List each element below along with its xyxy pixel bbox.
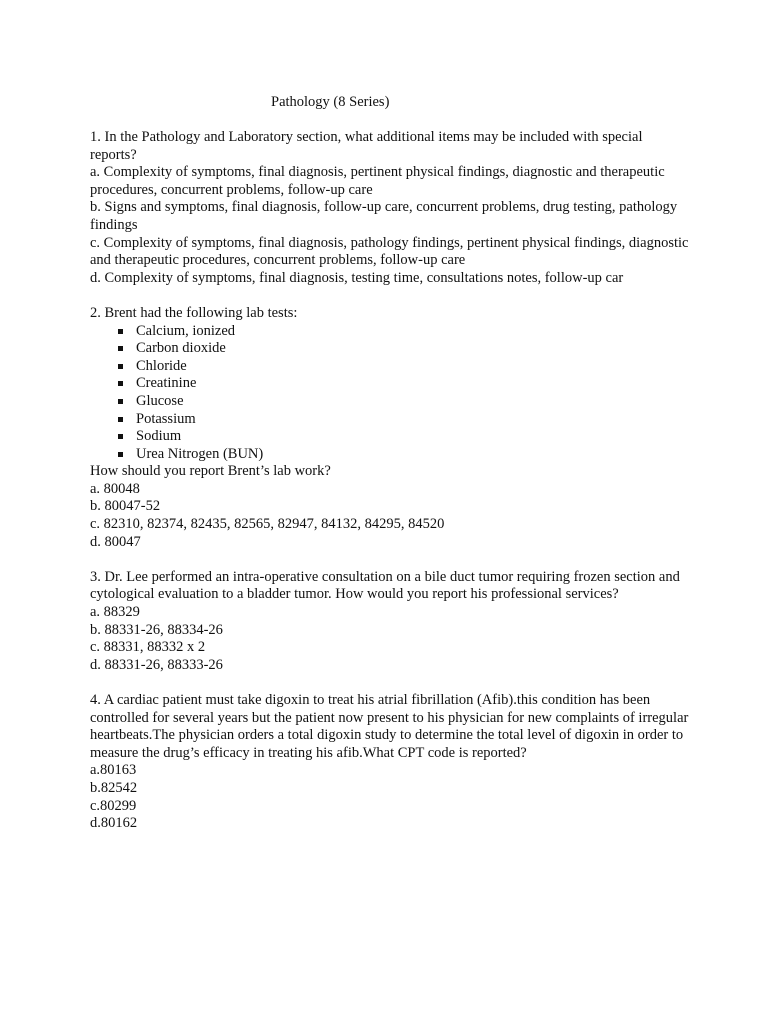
page-title: Pathology (8 Series) [271,94,390,110]
question-1 [90,129,690,287]
answer-option-c: c. 82310, 82374, 82435, 82565, 82947, 84132, 84295, 84520 [90,516,445,533]
lab-test-name: Calcium, ionized [136,322,236,339]
lab-test-item [118,375,690,393]
answer-option-a: a. Complexity of symptoms, final diagnosis, pertinent physical findings, diagnostic and therapeutic procedures, concurrent problems, follow-up care [90,164,665,198]
answer-option-b: b. Signs and symptoms, final diagnosis, follow-up care, concurrent problems, drug testing, pathology findings [90,199,678,233]
lab-test-item [118,446,690,464]
lab-test-name: Creatinine [136,375,197,392]
lab-test-item [118,323,690,341]
square-bullet-icon [118,381,123,386]
square-bullet-icon [118,364,123,369]
answer-option-b: b.82542 [90,779,138,796]
answer-option-d: d. 88331-26, 88333-26 [90,656,223,673]
answer-option-a: a. 80048 [90,480,140,497]
lab-test-list [90,323,690,464]
question-text: 2. Brent had the following lab tests: [90,304,298,321]
answer-option-d: d. Complexity of symptoms, final diagnosis, testing time, consultations notes, follow-up car [90,269,624,286]
answer-option-d: d.80162 [90,815,138,832]
square-bullet-icon [118,399,123,404]
square-bullet-icon [118,434,123,439]
lab-test-name: Sodium [136,428,182,445]
lab-test-item [118,358,690,376]
lab-test-item [118,428,690,446]
answer-option-c: c. 88331, 88332 x 2 [90,639,206,656]
question-2 [90,305,690,551]
question-list [90,129,690,850]
lab-test-name: Glucose [136,392,184,409]
question-4 [90,692,690,833]
square-bullet-icon [118,452,123,457]
answer-option-b: b. 88331-26, 88334-26 [90,621,223,638]
answer-option-a: a.80163 [90,762,137,779]
square-bullet-icon [118,329,123,334]
square-bullet-icon [118,346,123,351]
lab-test-item [118,411,690,429]
answer-option-b: b. 80047-52 [90,498,161,515]
lab-test-name: Carbon dioxide [136,340,226,357]
question-follow-up: How should you report Brent’s lab work? [90,463,331,480]
square-bullet-icon [118,417,123,422]
lab-test-name: Chloride [136,357,187,374]
lab-test-item [118,393,690,411]
lab-test-name: Potassium [136,410,196,427]
answer-option-c: c. Complexity of symptoms, final diagnosis, pathology findings, pertinent physical findings, diagnostic and therapeutic procedures, concurrent problems, follow-up care [90,234,689,269]
question-text: 1. In the Pathology and Laboratory section, what additional items may be included with special reports? [90,129,643,163]
question-text: 3. Dr. Lee performed an intra-operative consultation on a bile duct tumor requiring frozen section and cytological evaluation to a bladder tumor. How would you report his professional services? [90,568,680,603]
lab-test-item [118,340,690,358]
answer-option-c: c.80299 [90,797,137,814]
question-3 [90,569,690,675]
question-text: 4. A cardiac patient must take digoxin to treat his atrial fibrillation (Afib).this condition has been controlled for several years but the patient now present to his physician for new complaints of irregular heartbeats.The physician orders a total digoxin study to determine the total level of digoxin in order to measure the drug’s efficacy in treating his afib.What CPT code is reported? [90,692,689,761]
answer-option-d: d. 80047 [90,533,141,550]
answer-option-a: a. 88329 [90,604,140,621]
lab-test-name: Urea Nitrogen (BUN) [136,445,264,462]
